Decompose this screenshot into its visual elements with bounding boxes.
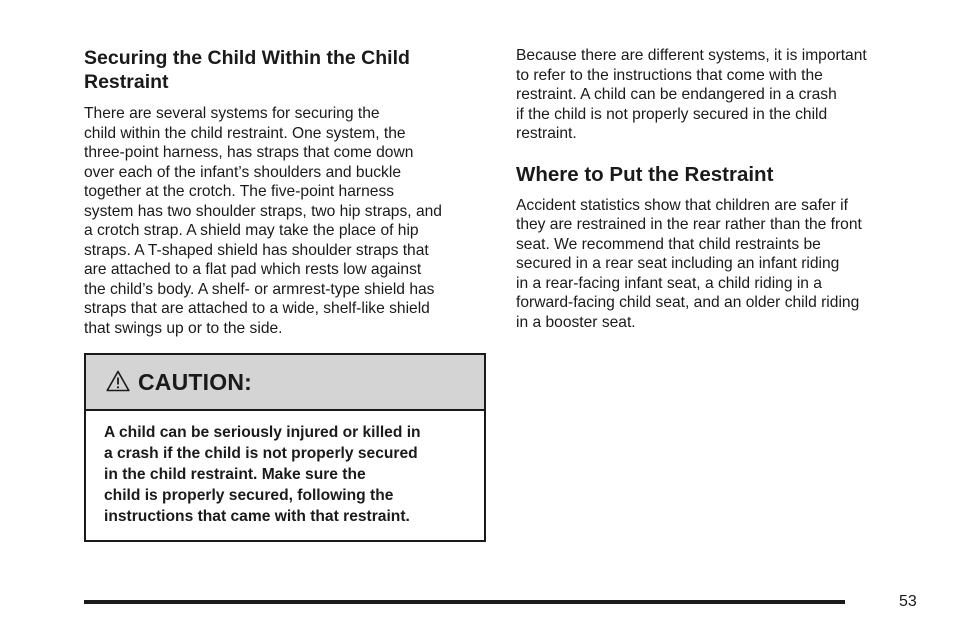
section-heading-securing	[84, 46, 488, 94]
systems-paragraph	[516, 46, 924, 144]
text-line: in a booster seat.	[516, 313, 636, 331]
caution-line: child is properly secured, following the	[104, 487, 394, 504]
caution-line: A child can be seriously injured or killed in	[104, 424, 421, 441]
text-line: over each of the infant’s shoulders and buckle	[84, 163, 401, 181]
text-line: child within the child restraint. One system, the	[84, 124, 406, 142]
caution-header	[86, 355, 484, 411]
caution-line: a crash if the child is not properly secured	[104, 445, 418, 462]
text-line: seat. We recommend that child restraints be	[516, 235, 821, 253]
text-line: Accident statistics show that children are safer if	[516, 196, 848, 214]
heading-line: Restraint	[84, 71, 169, 93]
text-line: straps that are attached to a wide, shelf-like shield	[84, 300, 430, 317]
right-column	[516, 46, 924, 332]
caution-line: instructions that came with that restraint.	[104, 508, 410, 525]
text-line: restraint. A child can be endangered in a crash	[516, 86, 837, 103]
securing-paragraph	[84, 104, 488, 338]
placement-paragraph	[516, 196, 924, 333]
section-heading-where: Where to Put the Restraint	[516, 162, 774, 186]
text-line: together at the crotch. The five-point harness	[84, 183, 395, 200]
text-line: if the child is not properly secured in the child	[516, 105, 828, 123]
caution-text	[86, 411, 484, 527]
text-line: straps. A T-shaped shield has shoulder straps that	[84, 241, 429, 259]
text-line: Because there are different systems, it is important	[516, 47, 867, 64]
text-line: in a rear-facing infant seat, a child riding in a	[516, 274, 822, 292]
text-line: three-point harness, has straps that come down	[84, 144, 414, 161]
footer-rule	[84, 600, 845, 604]
text-line: system has two shoulder straps, two hip straps, and	[84, 202, 442, 220]
caution-line: in the child restraint. Make sure the	[104, 466, 366, 483]
heading-line: Securing the Child Within the Child	[84, 47, 410, 69]
text-line: they are restrained in the rear rather than the front	[516, 216, 862, 233]
text-line: the child’s body. A shelf- or armrest-type shield has	[84, 280, 435, 298]
text-line: are attached to a flat pad which rests low against	[84, 261, 422, 278]
warning-triangle-icon	[106, 370, 130, 392]
text-line: secured in a rear seat including an infant riding	[516, 255, 840, 272]
caution-title: CAUTION:	[138, 368, 253, 395]
text-line: restraint.	[516, 125, 577, 142]
text-line: to refer to the instructions that come with the	[516, 66, 823, 84]
caution-box	[84, 353, 486, 542]
text-line: There are several systems for securing the	[84, 105, 380, 122]
left-column	[84, 46, 488, 338]
text-line: that swings up or to the side.	[84, 319, 283, 337]
page-number: 53	[899, 593, 917, 610]
text-line: forward-facing child seat, and an older child riding	[516, 294, 860, 311]
text-line: a crotch strap. A shield may take the place of hip	[84, 222, 419, 239]
